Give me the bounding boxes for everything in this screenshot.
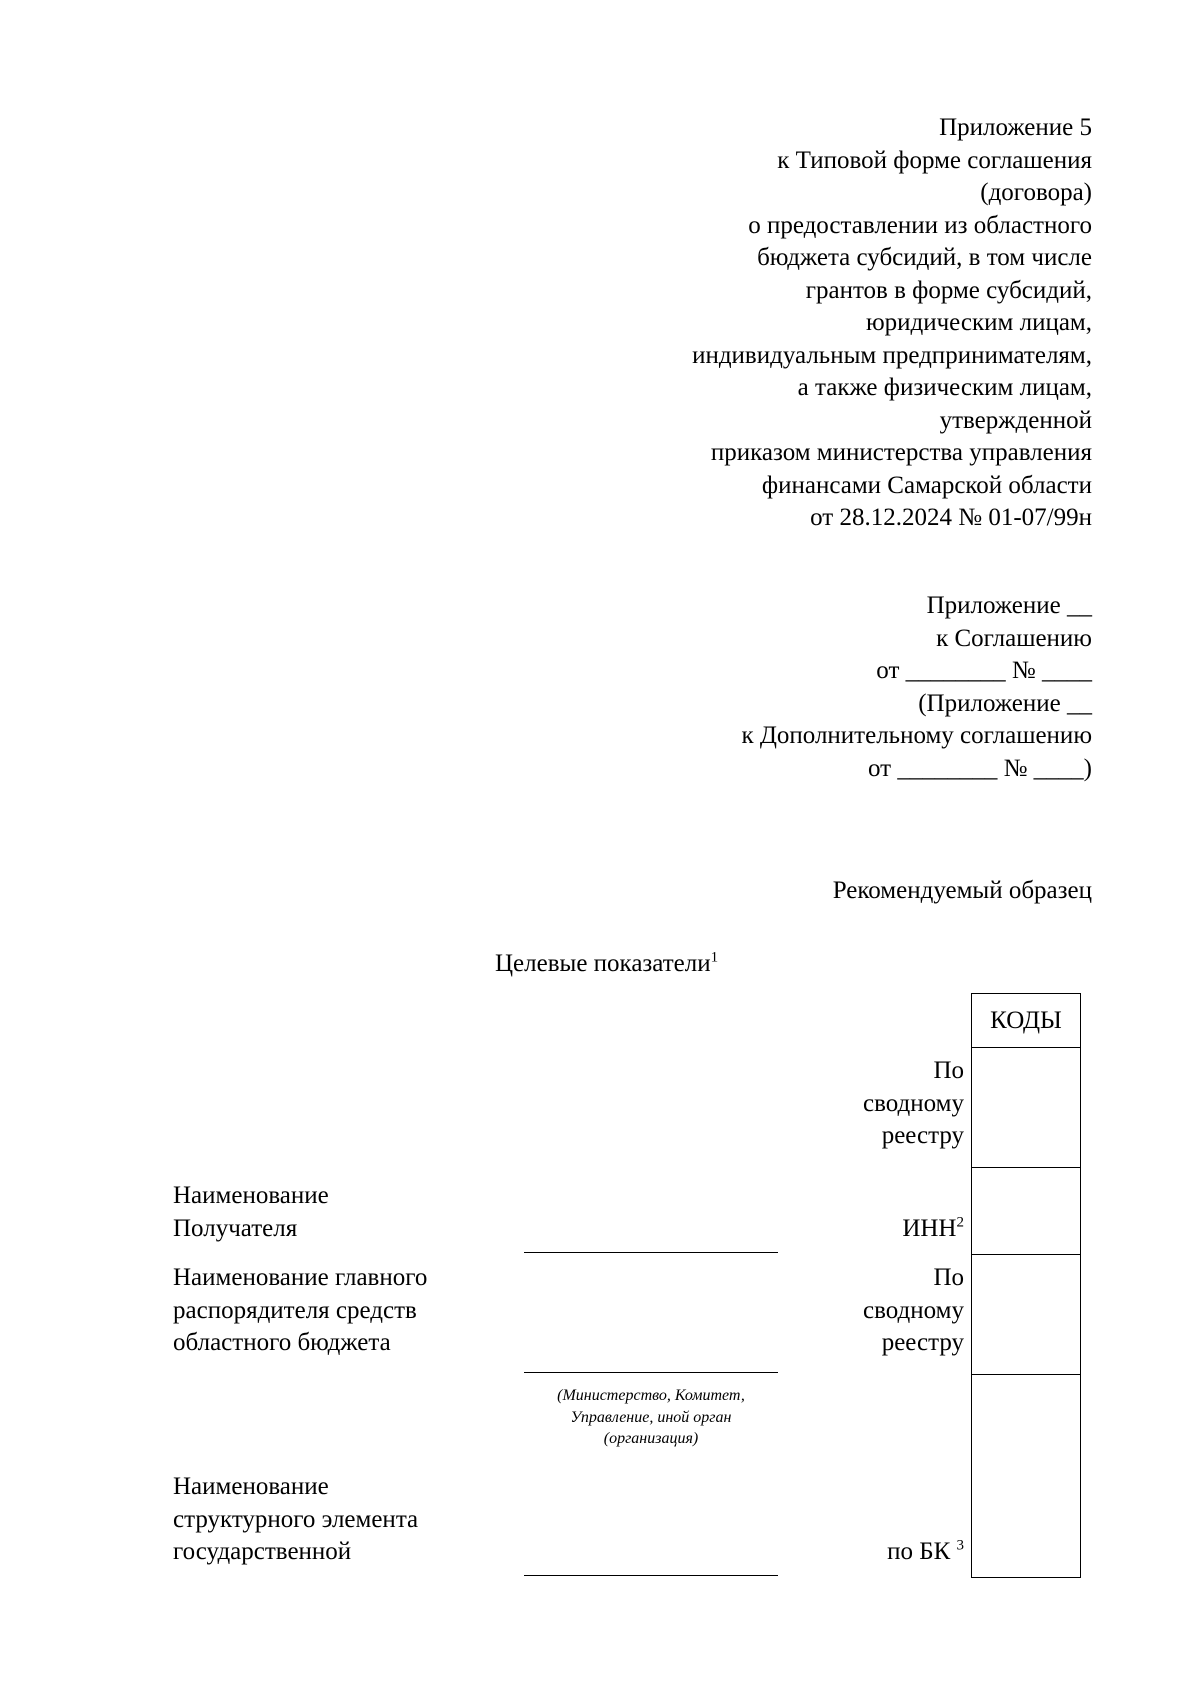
codes-table: [971, 993, 1081, 1578]
field-label-line: структурного элемента: [173, 1505, 419, 1533]
code-cell-registry[interactable]: [972, 1047, 1080, 1167]
code-cell-inn[interactable]: [972, 1167, 1080, 1254]
footnote-marker: 2: [956, 1214, 964, 1231]
structural-element-fill-line[interactable]: [524, 1575, 778, 1576]
appendix-line: приказом министерства управления: [710, 439, 1092, 466]
code-cell-bk[interactable]: [972, 1374, 1080, 1577]
code-label-line: ИНН: [902, 1215, 957, 1242]
administrator-hint: [524, 1385, 778, 1450]
agreement-line: к Соглашению: [936, 624, 1092, 652]
appendix-line: о предоставлении из областного: [748, 211, 1092, 239]
code-label-line: сводному: [863, 1296, 964, 1324]
form-title-text: Целевые показатели: [495, 950, 711, 977]
field-label-recipient: [173, 1180, 329, 1245]
footnote-marker: 3: [956, 1537, 964, 1554]
code-label-registry: [863, 1055, 964, 1153]
chief-administrator-fill-line[interactable]: [524, 1372, 778, 1373]
field-label-line: государственной: [173, 1538, 352, 1565]
appendix-line: Приложение 5: [939, 114, 1092, 141]
appendix-line: от 28.12.2024 № 01-07/99н: [810, 504, 1092, 531]
codes-header: КОДЫ: [990, 1007, 1062, 1034]
recipient-fill-line[interactable]: [524, 1252, 778, 1253]
appendix-line: индивидуальным предпринимателям,: [692, 341, 1092, 369]
appendix-line: грантов в форме субсидий,: [805, 276, 1092, 304]
hint-line: (Министерство, Комитет,: [557, 1387, 745, 1404]
hint-line: (организация): [603, 1430, 699, 1447]
code-label-line: реестру: [881, 1122, 964, 1149]
sample-label: Рекомендуемый образец: [832, 877, 1092, 904]
field-label-line: Получателя: [173, 1214, 298, 1242]
appendix-header: [692, 112, 1092, 535]
appendix-line: финансами Самарской области: [761, 471, 1092, 499]
code-label-line: реестру: [881, 1329, 964, 1356]
form-title: [495, 948, 718, 980]
hint-line: Управление, иной орган: [570, 1408, 732, 1426]
field-label-line: Наименование: [173, 1473, 329, 1500]
code-label-registry: [863, 1262, 964, 1360]
code-cell-registry[interactable]: [972, 1254, 1080, 1374]
code-label-inn: [902, 1213, 964, 1246]
field-label-line: областного бюджета: [173, 1329, 391, 1356]
code-label-line: По: [933, 1057, 964, 1084]
agreement-line: от ________ № ____: [876, 657, 1092, 684]
field-label-line: Наименование: [173, 1182, 329, 1209]
code-label-line: по БК: [887, 1538, 957, 1565]
appendix-line: бюджета субсидий, в том числе: [757, 244, 1092, 271]
footnote-marker: 1: [710, 949, 719, 966]
agreement-appendix: [741, 590, 1092, 785]
agreement-line: Приложение __: [926, 592, 1092, 619]
field-label-structural-element: [173, 1471, 418, 1569]
field-label-line: Наименование главного: [173, 1264, 428, 1291]
agreement-line: от ________ № ____): [867, 754, 1092, 782]
appendix-line: утвержденной: [939, 406, 1092, 434]
field-label-chief-administrator: [173, 1262, 427, 1360]
appendix-line: а также физическим лицам,: [797, 374, 1092, 401]
code-label-bk: [887, 1536, 964, 1569]
code-label-line: По: [933, 1264, 964, 1291]
agreement-line: (Приложение __: [918, 689, 1092, 717]
code-label-line: сводному: [863, 1089, 964, 1117]
appendix-line: юридическим лицам,: [865, 309, 1092, 336]
appendix-line: (договора): [980, 179, 1092, 206]
agreement-line: к Дополнительному соглашению: [741, 722, 1092, 749]
appendix-line: к Типовой форме соглашения: [777, 146, 1092, 174]
field-label-line: распорядителя средств: [173, 1296, 417, 1324]
